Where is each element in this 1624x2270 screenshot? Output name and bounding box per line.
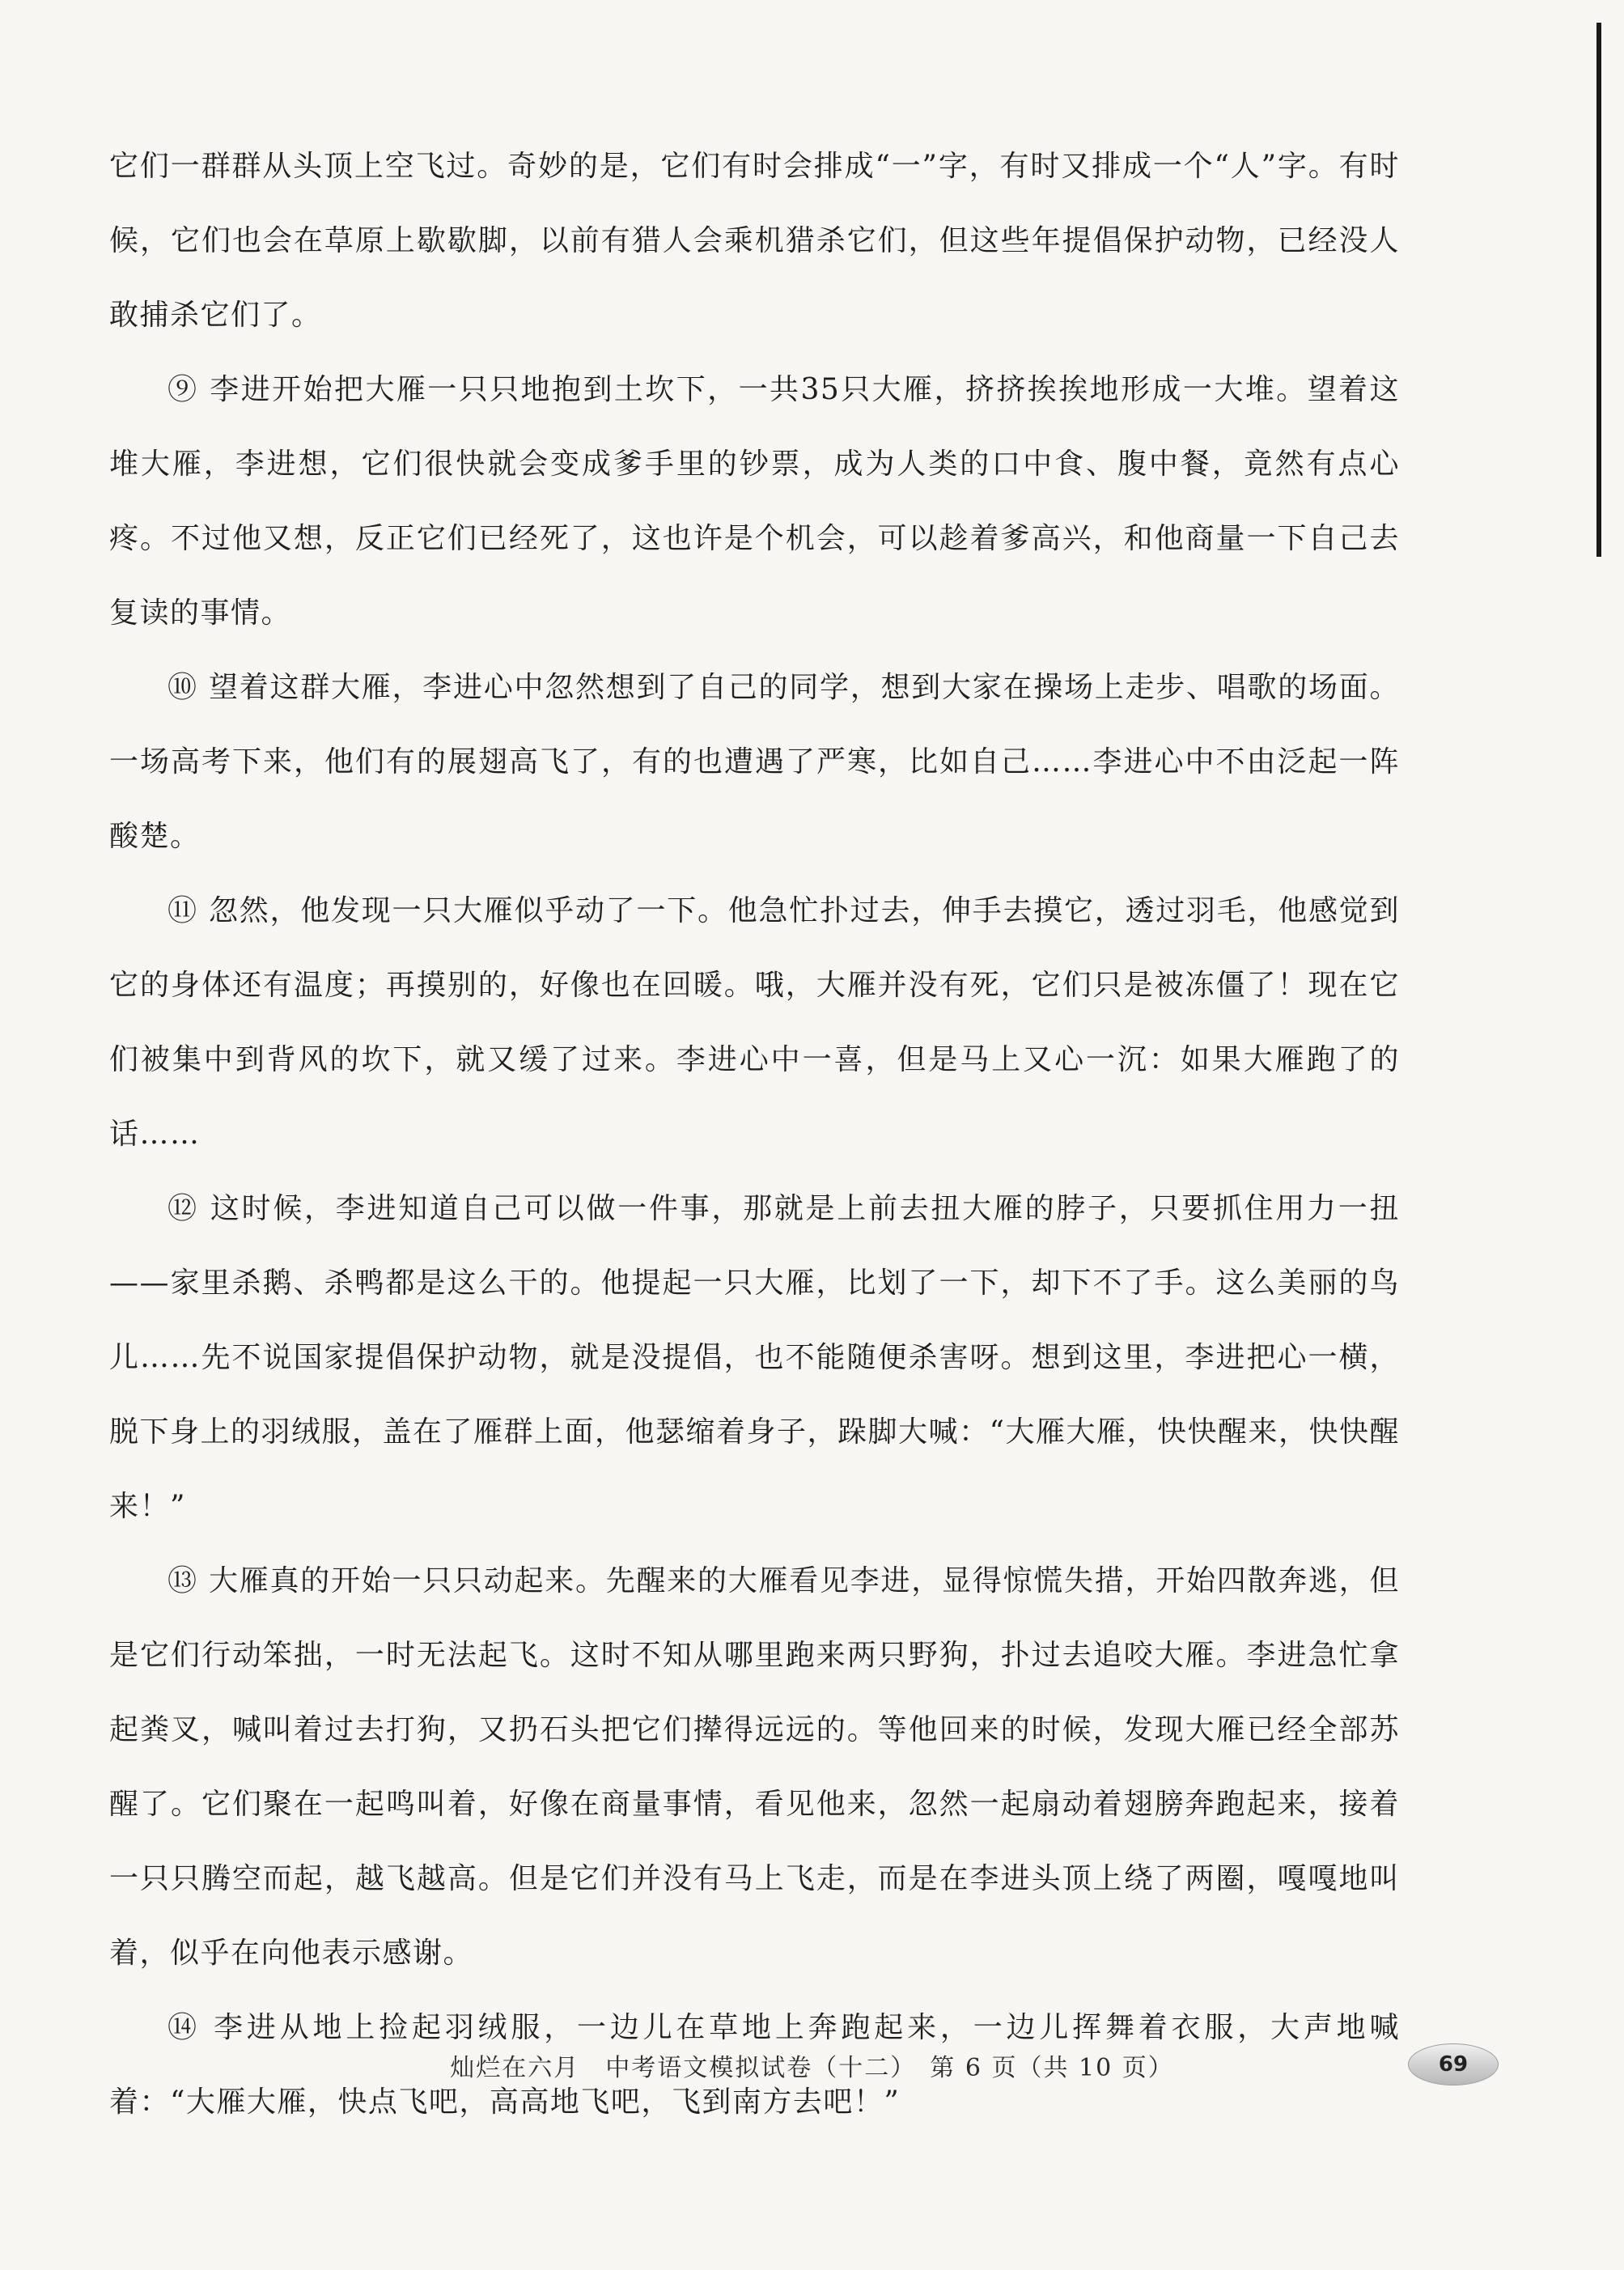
paragraph-continued: 它们一群群从头顶上空飞过。奇妙的是，它们有时会排成“一”字，有时又排成一个“人”字。有时候，它们也会在草原上歇歇脚，以前有猎人会乘机猎杀它们，但这些年提倡保护动物，已经没人敢捕杀它们了。 — [109, 150, 1400, 332]
document-body — [109, 129, 1400, 2140]
paragraph-11: ⑪ 忽然，他发现一只大雁似乎动了一下。他急忙扑过去，伸手去摸它，透过羽毛，他感觉到它的身体还有温度；再摸别的，好像也在回暖。哦，大雁并没有死，它们只是被冻僵了！现在它们被集中到背风的坎下，就又缓了过来。李进心中一喜，但是马上又心一沉：如果大雁跑了的话…… — [109, 894, 1400, 1151]
page-number-badge: 69 — [1408, 2043, 1499, 2085]
paragraph-14: ⑭ 李进从地上捡起羽绒服，一边儿在草地上奔跑起来，一边儿挥舞着衣服，大声地喊着：“大雁大雁，快点飞吧，高高地飞吧，飞到南方去吧！” — [109, 2011, 1400, 2119]
page-footer: 灿烂在六月 中考语文模拟试卷（十二） 第 6 页（共 10 页） — [450, 2054, 1174, 2082]
paragraph-13: ⑬ 大雁真的开始一只只动起来。先醒来的大雁看见李进，显得惊慌失措，开始四散奔逃，但是它们行动笨拙，一时无法起飞。这时不知从哪里跑来两只野狗，扑过去追咬大雁。李进急忙拿起粪叉，喊叫着过去打狗，又扔石头把它们撵得远远的。等他回来的时候，发现大雁已经全部苏醒了。它们聚在一起鸣叫着，好像在商量事情，看见他来，忽然一起扇动着翅膀奔跑起来，接着一只只腾空而起，越飞越高。但是它们并没有马上飞走，而是在李进头顶上绕了两圈，嘎嘎地叫着，似乎在向他表示感谢。 — [109, 1564, 1400, 1970]
paragraph-10: ⑩ 望着这群大雁，李进心中忽然想到了自己的同学，想到大家在操场上走步、唱歌的场面。一场高考下来，他们有的展翅高飞了，有的也遭遇了严寒，比如自己……李进心中不由泛起一阵酸楚。 — [109, 671, 1400, 853]
paragraph-12: ⑫ 这时候，李进知道自己可以做一件事，那就是上前去扭大雁的脖子，只要抓住用力一扭——家里杀鹅、杀鸭都是这么干的。他提起一只大雁，比划了一下，却下不了手。这么美丽的鸟儿……先不说国家提倡保护动物，就是没提倡，也不能随便杀害呀。想到这里，李进把心一横，脱下身上的羽绒服，盖在了雁群上面，他瑟缩着身子，跺脚大喊：“大雁大雁，快快醒来，快快醒来！” — [109, 1192, 1400, 1523]
paragraph-9: ⑨ 李进开始把大雁一只只地抱到土坎下，一共35只大雁，挤挤挨挨地形成一大堆。望着这堆大雁，李进想，它们很快就会变成爹手里的钞票，成为人类的口中食、腹中餐，竟然有点心疼。不过他又想，反正它们已经死了，这也许是个机会，可以趁着爹高兴，和他商量一下自己去复读的事情。 — [109, 373, 1400, 630]
page-edge-line — [1596, 23, 1601, 557]
